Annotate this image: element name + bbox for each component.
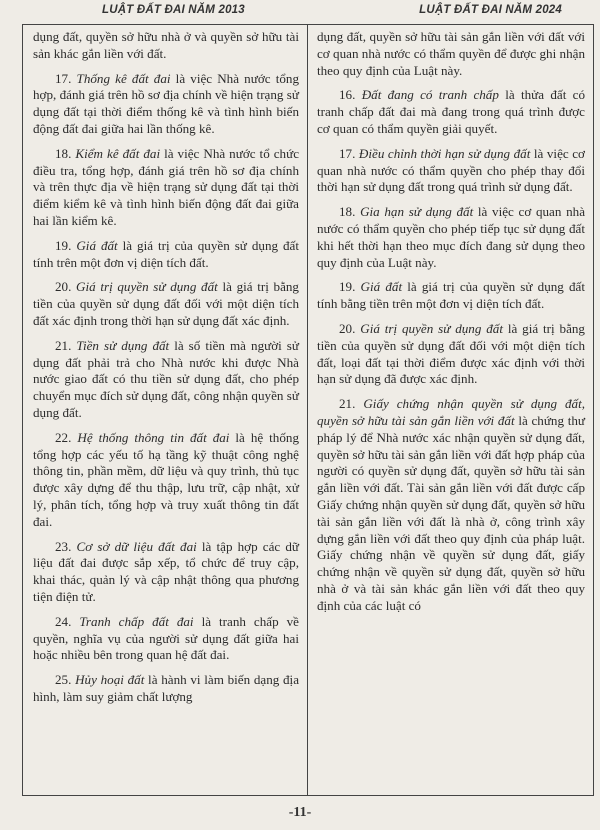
clause-paragraph [317,279,585,313]
defined-term: Giá đất [76,237,118,253]
defined-term: Hủy hoại đất [75,672,145,688]
defined-term: Thống kê đất đai [76,70,171,86]
clause-number: 20. [55,279,72,295]
clause-paragraph [33,29,299,63]
clause-number: 21. [339,396,356,412]
clause-number: 17. [339,145,356,161]
defined-term: Giá đất [360,279,403,295]
clause-text: là hệ thống tổng hợp các yếu tố hạ tầng kỹ thuật công nghệ thông tin, phần mềm, dữ liệu và quy trình, thủ tục được xây dựng để thu thập, lưu trữ, cập nhật, xử lý, phân tích, tổng hợp và truy xuất thông tin đất đai. [33,429,299,529]
clause-paragraph [317,204,585,271]
clause-number: 22. [55,429,72,445]
clause-paragraph [317,87,585,137]
clause-paragraph [317,29,585,79]
clause-text: là tập hợp các dữ liệu đất đai được sắp xếp, tổ chức để truy cập, khai thác, quản lý và cập nhật thông qua phương tiện điện tử. [33,538,299,604]
clause-number: 19. [339,279,356,295]
clause-paragraph [317,321,585,388]
clause-text: là chứng thư pháp lý để Nhà nước xác nhận quyền sử dụng đất, quyền sở hữu tài sản gắn liền với đất hợp pháp của người có quyền sử dụng đất, quyền sở hữu tài sản gắn liền với đất. Tài sản gắn liền với đất được cấp Giấy chứng nhận quyền sử dụng đất, quyền sở hữu tài sản gắn liền với đất là nhà ở, công trình xây dựng gắn liền với đất theo quy định của pháp luật. Giấy chứng nhận về quyền sử dụng đất, giấy chứng nhận về quyền sử dụng đất, quyền sở hữu nhà ở và tài sản khác gắn liền với đất theo quy định của các luật có [317,412,585,613]
clause-paragraph [33,672,299,706]
defined-term: Cơ sở dữ liệu đất đai [76,538,197,554]
header-right-title: LUẬT ĐẤT ĐAI NĂM 2024 [419,4,562,16]
header-left-title: LUẬT ĐẤT ĐAI NĂM 2013 [102,4,245,16]
clause-text: là số tiền mà người sử dụng đất phải trả cho Nhà nước khi được Nhà nước giao đất có thu tiền sử dụng đất, cho phép chuyển mục đích sử dụng đất, công nhận quyền sử dụng đất. [33,337,299,420]
clause-number: 21. [55,337,72,353]
clause-text: dụng đất, quyền sở hữu nhà ở và quyền sở hữu tài sản khác gắn liền với đất. [33,29,299,61]
clause-text: là hành vi làm biến dạng địa hình, làm suy giảm chất lượng [33,672,300,704]
column-law-2024 [308,25,593,795]
clause-text: là giá trị của quyền sử dụng đất tính trên một đơn vị diện tích đất. [33,237,299,270]
defined-term: Đất đang có tranh chấp [361,87,499,103]
clause-number: 23. [55,538,72,554]
defined-term: Giá trị quyền sử dụng đất [360,320,503,336]
clause-text: là việc Nhà nước tổ chức điều tra, tổng hợp, đánh giá trên hồ sơ địa chính và trên thực địa về hiện trạng sử dụng đất tại thời điểm kiểm kê và tình hình biến động đất đai giữa hai lần kiểm kê. [33,145,300,228]
clause-text: là giá trị bằng tiền của quyền sử dụng đất đối với một diện tích đất xác định trong thời hạn sử dụng đất xác định. [33,279,299,328]
clause-number: 24. [55,613,72,629]
clause-paragraph [33,614,299,664]
running-header [18,4,592,16]
defined-term: Tiền sử dụng đất [76,337,170,353]
clause-paragraph [33,338,299,422]
defined-term: Tranh chấp đất đai [79,613,194,629]
clause-paragraph [33,238,299,272]
defined-term: Điều chỉnh thời hạn sử dụng đất [358,145,531,161]
clause-text: là tranh chấp về quyền, nghĩa vụ của người sử dụng đất giữa hai hoặc nhiều bên trong quan hệ đất đai. [33,613,299,663]
clause-paragraph [33,71,299,138]
clause-text: là việc cơ quan nhà nước có thẩm quyền cho phép tiếp tục sử dụng đất khi hết thời hạn theo mục đích đang sử dụng theo quy định của Luật này. [317,204,585,270]
defined-term: Hệ thống thông tin đất đai [77,429,230,445]
clause-number: 18. [339,204,356,220]
clause-number: 18. [55,145,72,161]
clause-paragraph [33,279,299,329]
clause-paragraph [317,396,585,614]
clause-number: 17. [55,70,72,86]
clause-paragraph [33,430,299,531]
clause-text: là thửa đất có tranh chấp đất đai mà đang trong quá trình được cơ quan có thẩm quyền giải quyết. [317,87,586,136]
clause-paragraph [33,146,299,230]
clause-paragraph [33,539,299,606]
defined-term: Gia hạn sử dụng đất [360,204,474,220]
clause-text: là việc cơ quan nhà nước có thẩm quyền cho phép thay đổi thời hạn sử dụng đất trong quá trình sử dụng đất. [317,145,585,195]
clause-text: là việc Nhà nước tổng hợp, đánh giá trên hồ sơ địa chính về hiện trạng sử dụng đất tại thời điểm thống kê và tình hình biến động đất đai giữa hai lần thống kê. [33,70,299,136]
page-number: -11- [288,805,312,820]
clause-number: 16. [339,87,356,103]
defined-term: Kiểm kê đất đai [75,145,161,161]
clause-text: dụng đất, quyền sở hữu tài sản gắn liền với đất với cơ quan nhà nước có thẩm quyền để được ghi nhận theo quy định của Luật này. [317,29,585,78]
comparison-table [22,24,594,796]
clause-paragraph [317,146,585,196]
clause-number: 20. [339,320,356,336]
clause-number: 19. [55,237,72,253]
clause-text: là giá trị bằng tiền của quyền sử dụng đất đối với một diện tích đất, loại đất tại thời điểm được xác định với thời hạn sử dụng đã được xác định. [317,320,585,387]
column-law-2013 [23,25,308,795]
defined-term: Giá trị quyền sử dụng đất [76,279,218,295]
defined-term: Giấy chứng nhận quyền sử dụng đất, quyền sở hữu tài sản gắn liền với đất [317,396,585,428]
clause-number: 25. [55,672,72,688]
clause-text: là giá trị của quyền sử dụng đất tính bằng tiền trên một đơn vị diện tích đất. [317,279,585,312]
